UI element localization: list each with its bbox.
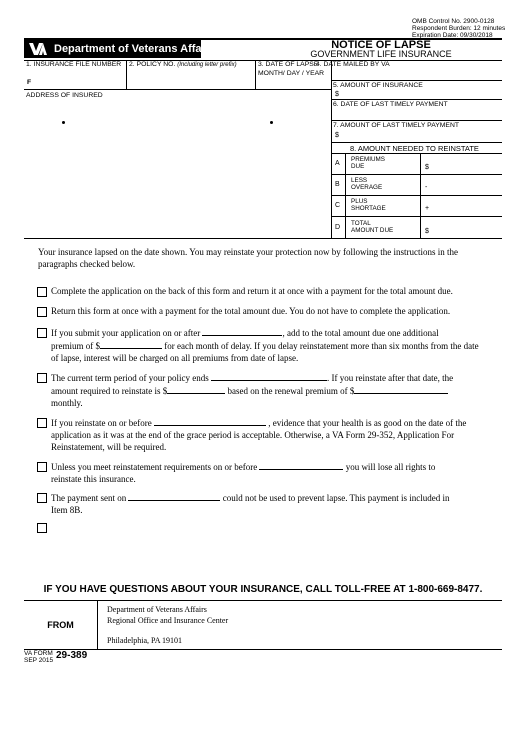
intro-paragraph: Your insurance lapsed on the date shown. You may reinstate your protection now by following the instructions in the paragraphs checked below. [38, 247, 459, 269]
option-4-checkbox[interactable] [37, 373, 47, 383]
policy-no-text: 2. POLICY NO. [129, 61, 176, 68]
row-label-2: OVERAGE [351, 184, 383, 191]
row-value: + [425, 205, 430, 212]
option-6-line-2: reinstate this insurance. [51, 474, 136, 484]
amount-needed-label: 8. AMOUNT NEEDED TO REINSTATE [350, 144, 479, 153]
opt4-a: The current term period of your policy ends [51, 373, 209, 383]
option-3-line-3: of lapse, interest will be charged on all premiums from date of lapse. [51, 353, 299, 363]
option-7-line-1 [51, 491, 496, 504]
grid-line [24, 649, 502, 650]
reinstate-row-c [331, 196, 502, 216]
option-4-line-1 [51, 371, 496, 384]
option-1-checkbox[interactable] [37, 287, 47, 297]
option-7-text [51, 491, 496, 516]
from-address [107, 604, 228, 646]
omb-burden: Respondent Burden: 12 minutes [412, 25, 506, 32]
reinstate-row-b [331, 175, 502, 195]
va-logo-banner [24, 40, 215, 58]
opt3-b: , add to the total amount due one additional [282, 328, 439, 338]
form-id [24, 651, 53, 664]
opt7-b: could not be used to prevent lapse. This payment is included in [222, 493, 450, 503]
premium-blank[interactable] [100, 339, 162, 349]
option-5-text [51, 416, 496, 453]
opt6-a: Unless you meet reinstatement requirements on or before [51, 462, 258, 472]
policy-no-note: (Including letter prefix) [177, 62, 237, 68]
reinstate-amount-blank[interactable] [167, 384, 225, 394]
policy-no-label [129, 61, 237, 68]
row-letter: C [335, 202, 341, 209]
row-letter: D [335, 224, 341, 231]
opt4-d: based on the renewal premium of $ [227, 386, 355, 396]
row-letter: A [335, 160, 340, 167]
renewal-premium-blank[interactable] [354, 384, 448, 394]
grid-line [97, 600, 98, 649]
opt5-a: If you reinstate on or before [51, 418, 152, 428]
reinstate-table [331, 154, 502, 238]
row-label-1: LESS [351, 177, 368, 184]
option-4-line-3: monthly. [51, 398, 83, 408]
agency-name: Department of Veterans Affairs [54, 43, 215, 55]
row-letter: B [335, 181, 340, 188]
amount-insurance-dollar: $ [335, 91, 339, 98]
date-mailed-label: 4. DATE MAILED BY VA [316, 61, 390, 68]
option-3-line-1 [51, 326, 496, 339]
from-label: FROM [47, 620, 74, 630]
row-label-2: DUE [351, 163, 365, 170]
option-6-text [51, 460, 496, 485]
grid-line [331, 80, 502, 81]
option-7-line-2: Item 8B. [51, 505, 83, 515]
option-6-line-1 [51, 460, 496, 473]
row-value: $ [425, 164, 429, 171]
insurance-file-number-label: 1. INSURANCE FILE NUMBER [26, 61, 122, 68]
from-line-1: Department of Veterans Affairs [107, 605, 207, 614]
opt5-b: , evidence that your health is as good on the date of the [268, 418, 467, 428]
option-1-text: Complete the application on the back of this form and return it at once with a payment for the total amount due. [51, 286, 453, 296]
opt4-c: amount required to reinstate is $ [51, 386, 168, 396]
address-window-mark [62, 121, 65, 124]
payment-date-blank[interactable] [128, 491, 220, 501]
form-date: SEP 2015 [24, 656, 54, 664]
reinstate-row-a [331, 154, 502, 174]
from-line-2: Regional Office and Insurance Center [107, 616, 229, 625]
term-end-blank[interactable] [211, 371, 327, 381]
grid-line [331, 120, 502, 121]
opt6-b: you will lose all rights to [345, 462, 436, 472]
option-3-line-2 [51, 339, 496, 352]
option-3-checkbox[interactable] [37, 328, 47, 338]
option-2-text: Return this form at once with a payment for the total amount due. You do not have to complete the application. [51, 306, 451, 316]
opt3-c: premium of $ [51, 341, 100, 351]
option-3-text [51, 326, 496, 364]
form-number: 29-389 [56, 650, 88, 661]
opt7-a: The payment sent on [51, 493, 127, 503]
option-6-checkbox[interactable] [37, 462, 47, 472]
address-window-mark [270, 121, 273, 124]
last-payment-label: 6. DATE OF LAST TIMELY PAYMENT [333, 101, 448, 108]
option-4-text [51, 371, 496, 409]
grid-line [331, 99, 502, 100]
option-8-checkbox[interactable] [37, 523, 47, 533]
option-5-checkbox[interactable] [37, 418, 47, 428]
grid-line [331, 142, 502, 143]
amount-last-payment-label: 7. AMOUNT OF LAST TIMELY PAYMENT [333, 122, 460, 129]
row-value: $ [425, 228, 429, 235]
row-label-1: PREMIUMS [351, 156, 385, 163]
option-5-line-3: Reinstatement, will be required. [51, 442, 167, 452]
questions-line: IF YOU HAVE QUESTIONS ABOUT YOUR INSURANCE, CALL TOLL-FREE AT 1-800-669-8477. [43, 584, 483, 595]
omb-block [412, 18, 505, 39]
option-5-line-2: application as it was at the end of the grace period is acceptable. Otherwise, a VA Form 29-352, Application For [51, 430, 455, 440]
row-value: - [425, 184, 428, 191]
rights-date-blank[interactable] [259, 460, 343, 470]
omb-expiration: Expiration Date: 09/30/2018 [412, 32, 493, 39]
opt3-a: If you submit your application on or after [51, 328, 201, 338]
grid-line [24, 238, 502, 239]
grid-line [126, 60, 127, 89]
amount-last-payment-dollar: $ [335, 132, 339, 139]
date-of-lapse-label: 3. DATE OF LAPSE [258, 61, 319, 68]
from-line-3: Philadelphia, PA 19101 [107, 636, 183, 645]
row-label-2: AMOUNT DUE [351, 227, 394, 234]
address-label: ADDRESS OF INSURED [26, 92, 103, 99]
lapse-date-blank[interactable] [202, 326, 282, 336]
option-4-line-2 [51, 384, 496, 397]
omb-control: OMB Control No. 2900-0128 [412, 18, 495, 25]
opt4-b: . If you reinstate after that date, the [326, 373, 454, 383]
grid-line [24, 600, 502, 601]
option-2-checkbox[interactable] [37, 307, 47, 317]
option-5-line-1 [51, 416, 496, 429]
row-label-2: SHORTAGE [351, 205, 386, 212]
row-label-1: TOTAL [351, 220, 371, 227]
insurance-file-prefix: F [27, 79, 32, 86]
form-subtitle: GOVERNMENT LIFE INSURANCE [310, 49, 452, 59]
option-7-checkbox[interactable] [37, 493, 47, 503]
form-label: VA FORM [24, 650, 53, 657]
va-seal-icon [28, 42, 48, 56]
month-day-year-label: MONTH/ DAY / YEAR [258, 70, 325, 77]
amount-insurance-label: 5. AMOUNT OF INSURANCE [333, 82, 423, 89]
grid-line [24, 89, 331, 90]
health-date-blank[interactable] [154, 416, 266, 426]
reinstate-row-d [331, 217, 502, 238]
form-title: NOTICE OF LAPSE [331, 39, 431, 51]
opt3-d: for each month of delay. If you delay reinstatement more than six months from the date [164, 341, 479, 351]
grid-line [255, 60, 256, 89]
row-label-1: PLUS [351, 198, 368, 205]
